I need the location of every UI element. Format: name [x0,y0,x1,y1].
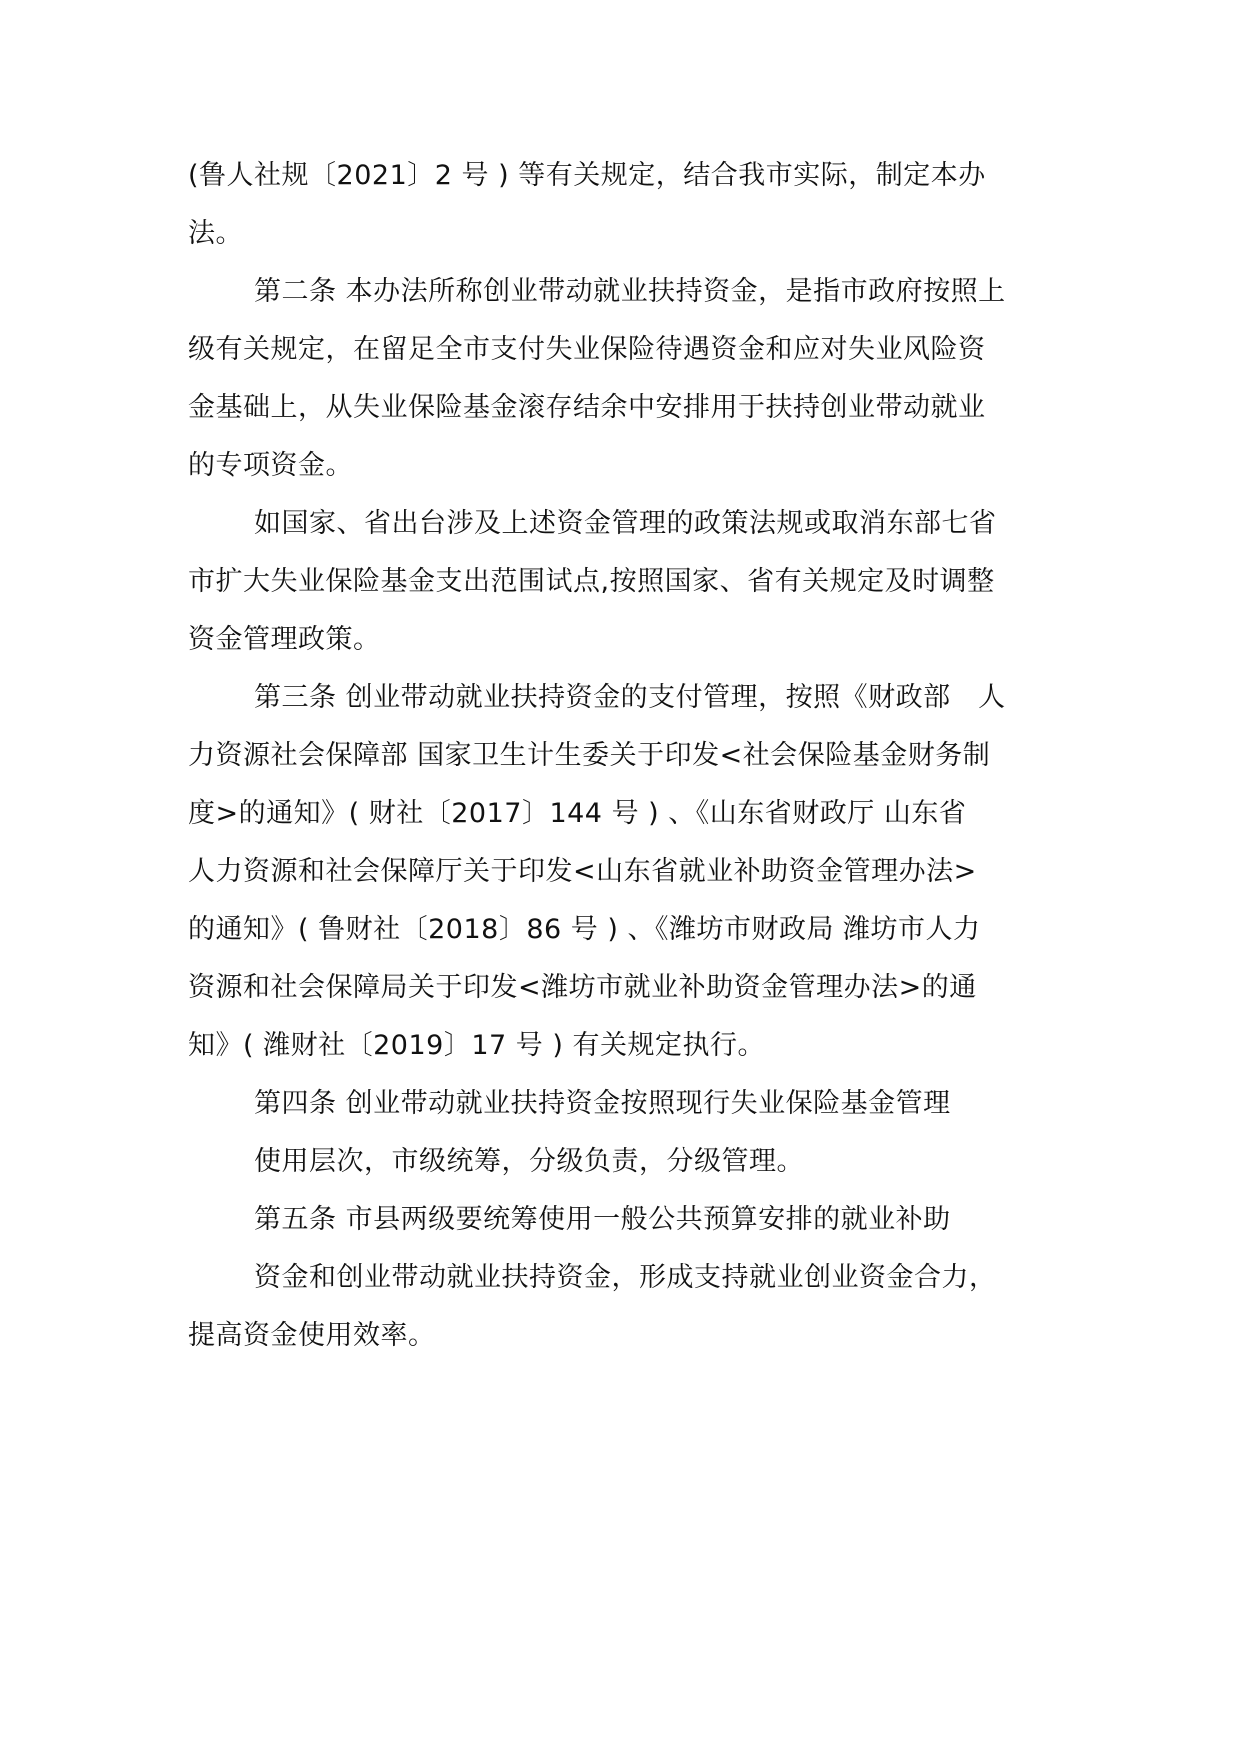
text-line: 提高资金使用效率。 [188,1320,436,1351]
text-line: 第五条 市县两级要统筹使用一般公共预算安排的就业补助 [254,1204,951,1235]
text-line: 法。 [188,218,243,249]
text-line: 级有关规定，在留足全市支付失业保险待遇资金和应对失业风险资 [188,334,986,365]
text-line: 资金管理政策。 [188,624,381,655]
text-line: 度>的通知》( 财社〔2017〕144 号 ) 、《山东省财政厅 山东省 [188,798,967,829]
text-line: 的专项资金。 [188,450,353,481]
text-line: 资源和社会保障局关于印发<潍坊市就业补助资金管理办法>的通 [188,972,977,1003]
text-line: 资金和创业带动就业扶持资金，形成支持就业创业资金合力， [254,1262,997,1293]
text-line: 使用层次，市级统筹，分级负责，分级管理。 [254,1146,804,1177]
text-line: 知》( 潍财社〔2019〕17 号 ) 有关规定执行。 [188,1030,765,1061]
text-line: 第四条 创业带动就业扶持资金按照现行失业保险基金管理 [254,1088,951,1119]
text-line: 第二条 本办法所称创业带动就业扶持资金，是指市政府按照上 [254,276,1006,307]
text-line: 力资源社会保障部 国家卫生计生委关于印发<社会保险基金财务制 [188,740,991,771]
text-line: 人力资源和社会保障厅关于印发<山东省就业补助资金管理办法> [188,856,977,887]
text-line: 的通知》( 鲁财社〔2018〕86 号 ) 、《潍坊市财政局 潍坊市人力 [188,914,981,945]
text-line: 如国家、省出台涉及上述资金管理的政策法规或取消东部七省 [254,508,997,539]
text-line: 金基础上，从失业保险基金滚存结余中安排用于扶持创业带动就业 [188,392,986,423]
text-line: (鲁人社规〔2021〕2 号 ) 等有关规定，结合我市实际，制定本办 [188,160,986,191]
text-line: 市扩大失业保险基金支出范围试点,按照国家、省有关规定及时调整 [188,566,995,597]
text-line: 第三条 创业带动就业扶持资金的支付管理，按照《财政部 人 [254,682,1006,713]
